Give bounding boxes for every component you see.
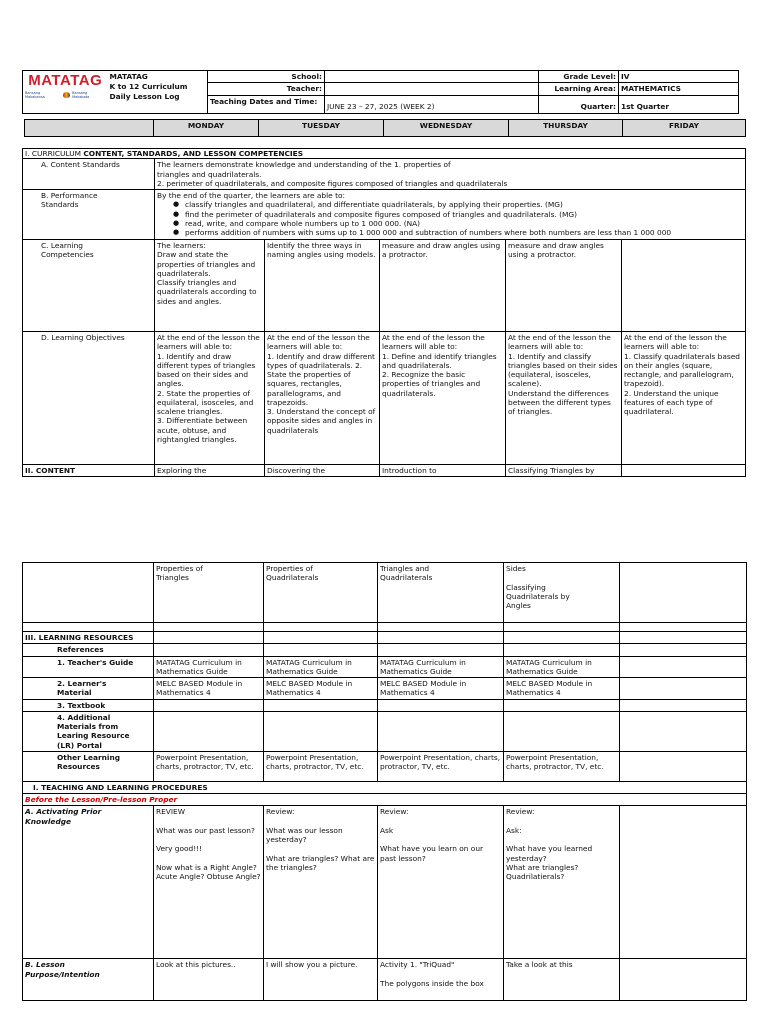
competency-thursday: measure and draw angles using a protractor. [506, 240, 622, 332]
performance-intro: By the end of the quarter, the learners are able to: [157, 191, 345, 200]
lesson-purpose-label: B. Lesson Purpose/Intention [23, 959, 154, 1001]
other-resources-monday: Powerpoint Presentation, charts, protractor, TV, etc. [154, 751, 264, 781]
resources-table [22, 562, 747, 1001]
purpose-wednesday: Activity 1. "TriQuad" The polygons inside the box [378, 959, 504, 1001]
learners-material-label: 2. Learner's Material [23, 678, 154, 700]
content-standards-text: The learners demonstrate knowledge and understanding of the 1. properties of triangles and quadrilaterals. 2. perimeter of quadrilaterals, and composite figures composed of triangles and quadrilaterals [155, 159, 746, 190]
objective-monday: At the end of the lesson the learners will able to: 1. Identify and draw different types of triangles based on their sides and angles. 2. State the properties of equilateral, isosceles, and scalene triangles. 3. Differentiate between acute, obtuse, and rightangled triangles. [155, 332, 265, 465]
purpose-monday: Look at this pictures.. [154, 959, 264, 1001]
day-monday: MONDAY [154, 120, 259, 137]
performance-item: ● classify triangles and quadrilateral, and differentiate quadrilaterals, by applying their properties. (MG) [157, 200, 743, 209]
competency-monday: The learners: Draw and state the properties of triangles and quadrilaterals. Classify triangles and quadrilaterals according to sides and angles. [155, 240, 265, 332]
area-value: MATHEMATICS [619, 83, 739, 95]
quarter-value: 1st Quarter [619, 95, 739, 113]
prior-thursday: Review: Ask: What have you learned yesterday? What are triangles? Quadrilatierals? [504, 806, 620, 959]
objective-friday: At the end of the lesson the learners will able to: 1. Classify quadrilaterals based on their angles (square, rectangle, and parallelogram, trapezoid). 2. Understand the unique features of each type of quadrilateral. [622, 332, 746, 465]
content-wednesday: Triangles and Quadrilaterals [378, 563, 504, 623]
day-tuesday: TUESDAY [259, 120, 384, 137]
objectives-label: D. Learning Objectives [23, 332, 155, 465]
teachers-guide-wednesday: MATATAG Curriculum in Mathematics Guide [378, 656, 504, 678]
logo-tagline-left: Bansang Makabansa [25, 90, 45, 100]
competency-tuesday: Identify the three ways in naming angles using models. [265, 240, 380, 332]
teachers-guide-label: 1. Teacher's Guide [23, 656, 154, 678]
prior-wednesday: Review: Ask What have you learn on our past lesson? [378, 806, 504, 959]
resources-title: III. LEARNING RESOURCES [23, 632, 154, 644]
other-resources-tuesday: Powerpoint Presentation, charts, protractor, TV, etc. [264, 751, 378, 781]
competencies-label: C. Learning Competencies [23, 240, 155, 332]
purpose-friday [620, 959, 747, 1001]
matatag-logo [23, 71, 108, 114]
school-value [325, 71, 539, 83]
learners-material-tuesday: MELC BASED Module in Mathematics 4 [264, 678, 378, 700]
before-lesson-label: Before the Lesson/Pre-lesson Proper [23, 794, 747, 806]
prior-friday [620, 806, 747, 959]
performance-item: ● performs addition of numbers with sums up to 1 000 000 and subtraction of numbers where both numbers are less than 1 000 000 [157, 228, 743, 237]
teachers-guide-thursday: MATATAG Curriculum in Mathematics Guide [504, 656, 620, 678]
learners-material-monday: MELC BASED Module in Mathematics 4 [154, 678, 264, 700]
section1-title-bold: CONTENT, STANDARDS, AND LESSON COMPETENCIES [83, 149, 304, 158]
section1-title-plain: I. CURRICULUM [25, 149, 84, 158]
other-resources-thursday: Powerpoint Presentation, charts, protractor, TV, etc. [504, 751, 620, 781]
day-friday: FRIDAY [623, 120, 746, 137]
performance-list [157, 200, 743, 237]
header-table [22, 70, 739, 114]
grade-value: IV [619, 71, 739, 83]
content-standards-label: A. Content Standards [23, 159, 155, 190]
other-resources-wednesday: Powerpoint Presentation, charts, protractor, TV, etc. [378, 751, 504, 781]
school-label: School: [208, 71, 325, 83]
learners-material-wednesday: MELC BASED Module in Mathematics 4 [378, 678, 504, 700]
content-tuesday: Properties of Quadrilaterals [264, 563, 378, 623]
day-wednesday: WEDNESDAY [384, 120, 509, 137]
content-monday: Properties of Triangles [154, 563, 264, 623]
content-top-thursday: Classifying Triangles by [506, 465, 622, 477]
prior-knowledge-label: A. Activating Prior Knowledge [23, 806, 154, 959]
content-thursday: Sides Classifying Quadrilaterals by Angles [504, 563, 620, 623]
content-top-monday: Exploring the [155, 465, 265, 477]
content-top-tuesday: Discovering the [265, 465, 380, 477]
other-resources-label: Other Learning Resources [23, 751, 154, 781]
logo-tagline [25, 91, 106, 100]
content-friday [620, 563, 747, 623]
competency-friday [622, 240, 746, 332]
content-top-wednesday: Introduction to [380, 465, 506, 477]
logo-tagline-right: Bansang Makabata [72, 90, 90, 100]
grade-label: Grade Level: [539, 71, 619, 83]
objective-wednesday: At the end of the lesson the learners will able to: 1. Define and identify triangles and quadrilaterals. 2. Recognize the basic properties of triangles and quadrilaterals. [380, 332, 506, 465]
performance-standards [155, 190, 746, 240]
performance-standards-label: B. Performance Standards [23, 190, 155, 240]
learners-material-thursday: MELC BASED Module in Mathematics 4 [504, 678, 620, 700]
section1-title [23, 149, 746, 159]
curriculum-table [22, 148, 746, 477]
teachers-guide-monday: MATATAG Curriculum in Mathematics Guide [154, 656, 264, 678]
content-bottom-label [23, 563, 154, 623]
days-header [24, 119, 746, 137]
area-label: Learning Area: [539, 83, 619, 95]
learners-material-friday [620, 678, 747, 700]
quarter-label: Quarter: [539, 95, 619, 113]
heart-icon [63, 92, 70, 98]
dates-label: Teaching Dates and Time: [208, 95, 325, 113]
procedures-title: I. TEACHING AND LEARNING PROCEDURES [23, 781, 747, 793]
objective-tuesday: At the end of the lesson the learners will able to: 1. Identify and draw different types of quadrilaterals. 2. State the properties of squares, rectangles, parallelograms, and trapezoids. 3. Understand the concept of opposite sides and angles in quadrilaterals [265, 332, 380, 465]
additional-materials-label: 4. Additional Materials from Learing Resource (LR) Portal [23, 711, 154, 751]
performance-item: ● read, write, and compare whole numbers up to 1 000 000. (NA) [157, 219, 743, 228]
other-resources-friday [620, 751, 747, 781]
teachers-guide-friday [620, 656, 747, 678]
performance-item: ● find the perimeter of quadrilaterals and composite figures composed of triangles and quadrilaterals. (MG) [157, 210, 743, 219]
references-label: References [23, 644, 154, 656]
day-thursday: THURSDAY [509, 120, 623, 137]
content-top-friday [622, 465, 746, 477]
purpose-thursday: Take a look at this [504, 959, 620, 1001]
logo-wordmark: MATATAG [28, 72, 103, 89]
prior-monday: REVIEW What was our past lesson? Very good!!! Now what is a Right Angle? Acute Angle? Obtuse Angle? [154, 806, 264, 959]
teachers-guide-tuesday: MATATAG Curriculum in Mathematics Guide [264, 656, 378, 678]
days-corner [25, 120, 154, 137]
program-title: MATATAG K to 12 Curriculum Daily Lesson Log [108, 71, 208, 114]
textbook-label: 3. Textbook [23, 699, 154, 711]
dates-value: JUNE 23 – 27, 2025 (WEEK 2) [325, 95, 539, 113]
prior-tuesday: Review: What was our lesson yesterday? What are triangles? What are the triangles? [264, 806, 378, 959]
objective-thursday: At the end of the lesson the learners will able to: 1. Identify and classify triangles based on their sides (equilateral, isosceles, scalene). Understand the differences between the different types of triangles. [506, 332, 622, 465]
teacher-value [325, 83, 539, 95]
content-label: II. CONTENT [23, 465, 155, 477]
teacher-label: Teacher: [208, 83, 325, 95]
purpose-tuesday: I will show you a picture. [264, 959, 378, 1001]
competency-wednesday: measure and draw angles using a protractor. [380, 240, 506, 332]
